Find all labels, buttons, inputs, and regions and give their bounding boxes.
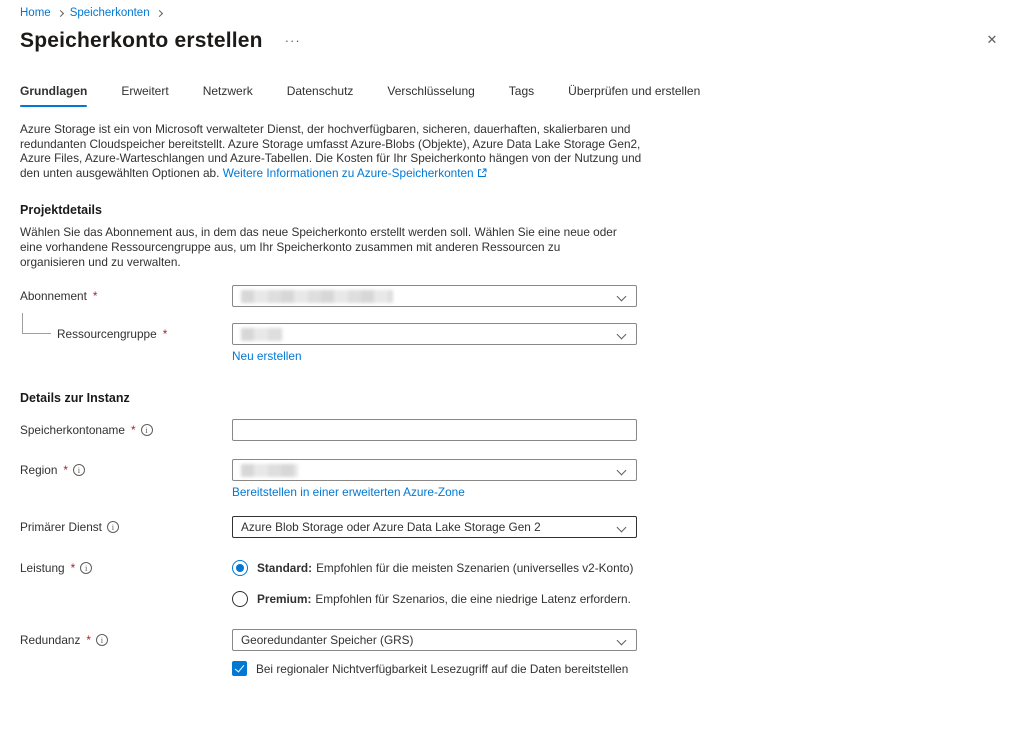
radio-standard-text — [257, 561, 633, 575]
tab-netzwerk[interactable]: Netzwerk — [202, 84, 253, 98]
performance-label — [20, 558, 232, 575]
redundancy-row — [20, 629, 1024, 651]
required-marker: * — [130, 423, 136, 438]
primary-service-dropdown[interactable] — [232, 516, 637, 538]
redundancy-label-text: Redundanz — [20, 633, 81, 648]
region-dropdown[interactable] — [232, 459, 637, 481]
performance-label-text: Leistung — [20, 561, 65, 576]
page-title: Speicherkonto erstellen — [20, 29, 263, 52]
radio-premium-text — [257, 592, 631, 606]
storage-account-name-label — [20, 423, 232, 437]
more-options-icon[interactable]: ··· — [284, 33, 301, 48]
close-icon[interactable]: ✕ — [986, 32, 998, 47]
region-label-text: Region — [20, 463, 58, 478]
region-label — [20, 463, 232, 477]
primary-service-label — [20, 520, 232, 534]
tab-erweitert[interactable]: Erweitert — [121, 84, 169, 98]
create-new-resource-group-link[interactable]: Neu erstellen — [232, 349, 302, 364]
read-access-checkbox-row[interactable] — [232, 661, 1024, 676]
info-icon[interactable]: i — [107, 521, 119, 533]
page-header — [20, 29, 1024, 53]
required-marker: * — [63, 463, 68, 478]
breadcrumb-storage-accounts-link[interactable]: Speicherkonten — [69, 6, 150, 19]
radio-premium[interactable] — [232, 591, 637, 607]
redundancy-dropdown[interactable] — [232, 629, 637, 651]
redacted-subscription-value — [241, 290, 393, 303]
projektdetails-description: Wählen Sie das Abonnement aus, in dem das neue Speicherkonto erstellt werden soll. Wählen Sie eine neue oder eine vorhandene Ressourcengruppe aus, um Ihr Speicherkonto zusammen mit anderen Ressourcen zu organisieren und zu verwalten. — [20, 225, 617, 269]
radio-standard-description: Empfohlen für die meisten Szenarien (universelles v2-Konto) — [316, 561, 634, 576]
info-icon[interactable]: i — [141, 424, 153, 436]
radio-unselected-icon — [232, 591, 248, 607]
info-icon[interactable]: i — [73, 464, 85, 476]
chevron-right-icon — [57, 9, 64, 16]
chevron-down-icon — [617, 466, 627, 476]
radio-standard[interactable] — [232, 560, 637, 576]
chevron-down-icon — [617, 523, 627, 533]
primary-service-label-text: Primärer Dienst — [20, 520, 102, 535]
required-marker: * — [86, 633, 91, 648]
checkbox-checked-icon[interactable] — [232, 661, 247, 676]
external-link-icon — [477, 167, 487, 182]
section-heading-instanz: Details zur Instanz — [20, 391, 130, 406]
info-icon[interactable]: i — [80, 562, 92, 574]
required-marker: * — [92, 289, 98, 304]
required-marker: * — [162, 327, 168, 342]
wizard-tabs — [20, 84, 1024, 107]
resource-group-label-text: Ressourcengruppe — [57, 327, 157, 342]
tab-ueberpruefen-und-erstellen[interactable]: Überprüfen und erstellen — [568, 84, 701, 98]
subscription-label — [20, 289, 232, 303]
read-access-checkbox-label: Bei regionaler Nichtverfügbarkeit Lesezugriff auf die Daten bereitstellen — [256, 661, 629, 676]
intro-body: Azure Storage ist ein von Microsoft verwalteter Dienst, der hochverfügbaren, sicheren, dauerhaften, skalierbaren und redundanten Cloudspeicher bereitstellt. Azure Storage umfasst Azure-Blobs (Objekte), Azure Data Lake Storage Gen2, Azure Files, Azure-Warteschlangen und Azure-Tabellen. Die Kosten für Ihr Speicherkonto hängen von der Nutzung und den unten ausgewählten Optionen ab. — [20, 122, 642, 180]
radio-standard-name: Standard: — [257, 561, 313, 576]
resource-group-dropdown[interactable] — [232, 323, 637, 345]
primary-service-row — [20, 516, 1024, 538]
redundancy-label — [20, 633, 232, 647]
required-marker: * — [70, 561, 76, 576]
resource-group-row — [20, 323, 1024, 345]
primary-service-value: Azure Blob Storage oder Azure Data Lake Storage Gen 2 — [241, 520, 541, 535]
section-heading-projektdetails: Projektdetails — [20, 203, 102, 218]
performance-row — [20, 558, 1024, 607]
storage-account-name-row — [20, 419, 1024, 441]
create-new-link-wrap — [232, 349, 1024, 363]
redundancy-value: Georedundanter Speicher (GRS) — [241, 633, 414, 648]
radio-selected-icon — [232, 560, 248, 576]
edge-zone-link-wrap — [232, 485, 1024, 499]
learn-more-link[interactable]: Weitere Informationen zu Azure-Speicherkonten — [222, 165, 474, 180]
hierarchy-connector-line — [22, 313, 51, 334]
breadcrumb — [20, 5, 1024, 20]
tab-tags[interactable]: Tags — [508, 84, 535, 98]
chevron-down-icon — [617, 292, 627, 302]
storage-account-name-input[interactable] — [232, 419, 637, 441]
info-icon[interactable]: i — [96, 634, 108, 646]
breadcrumb-home-link[interactable]: Home — [20, 6, 51, 19]
radio-premium-description: Empfohlen für Szenarios, die eine niedrige Latenz erfordern. — [315, 592, 631, 607]
subscription-dropdown[interactable] — [232, 285, 637, 307]
performance-options — [232, 558, 637, 607]
tab-verschluesselung[interactable]: Verschlüsselung — [387, 84, 475, 98]
radio-premium-name: Premium: — [257, 592, 312, 607]
redacted-region-value — [241, 464, 298, 477]
chevron-down-icon — [617, 330, 627, 340]
subscription-row — [20, 285, 1024, 307]
tab-datenschutz[interactable]: Datenschutz — [286, 84, 354, 98]
tab-grundlagen[interactable]: Grundlagen — [20, 84, 87, 107]
storage-account-name-label-text: Speicherkontoname — [20, 423, 125, 438]
chevron-down-icon — [617, 636, 627, 646]
edge-zone-link[interactable]: Bereitstellen in einer erweiterten Azure-Zone — [232, 485, 465, 500]
region-row — [20, 459, 1024, 481]
subscription-label-text: Abonnement — [20, 289, 87, 304]
redacted-resource-group-value — [241, 328, 282, 341]
intro-text — [20, 122, 645, 181]
chevron-right-icon — [156, 9, 163, 16]
resource-group-label — [20, 327, 232, 341]
